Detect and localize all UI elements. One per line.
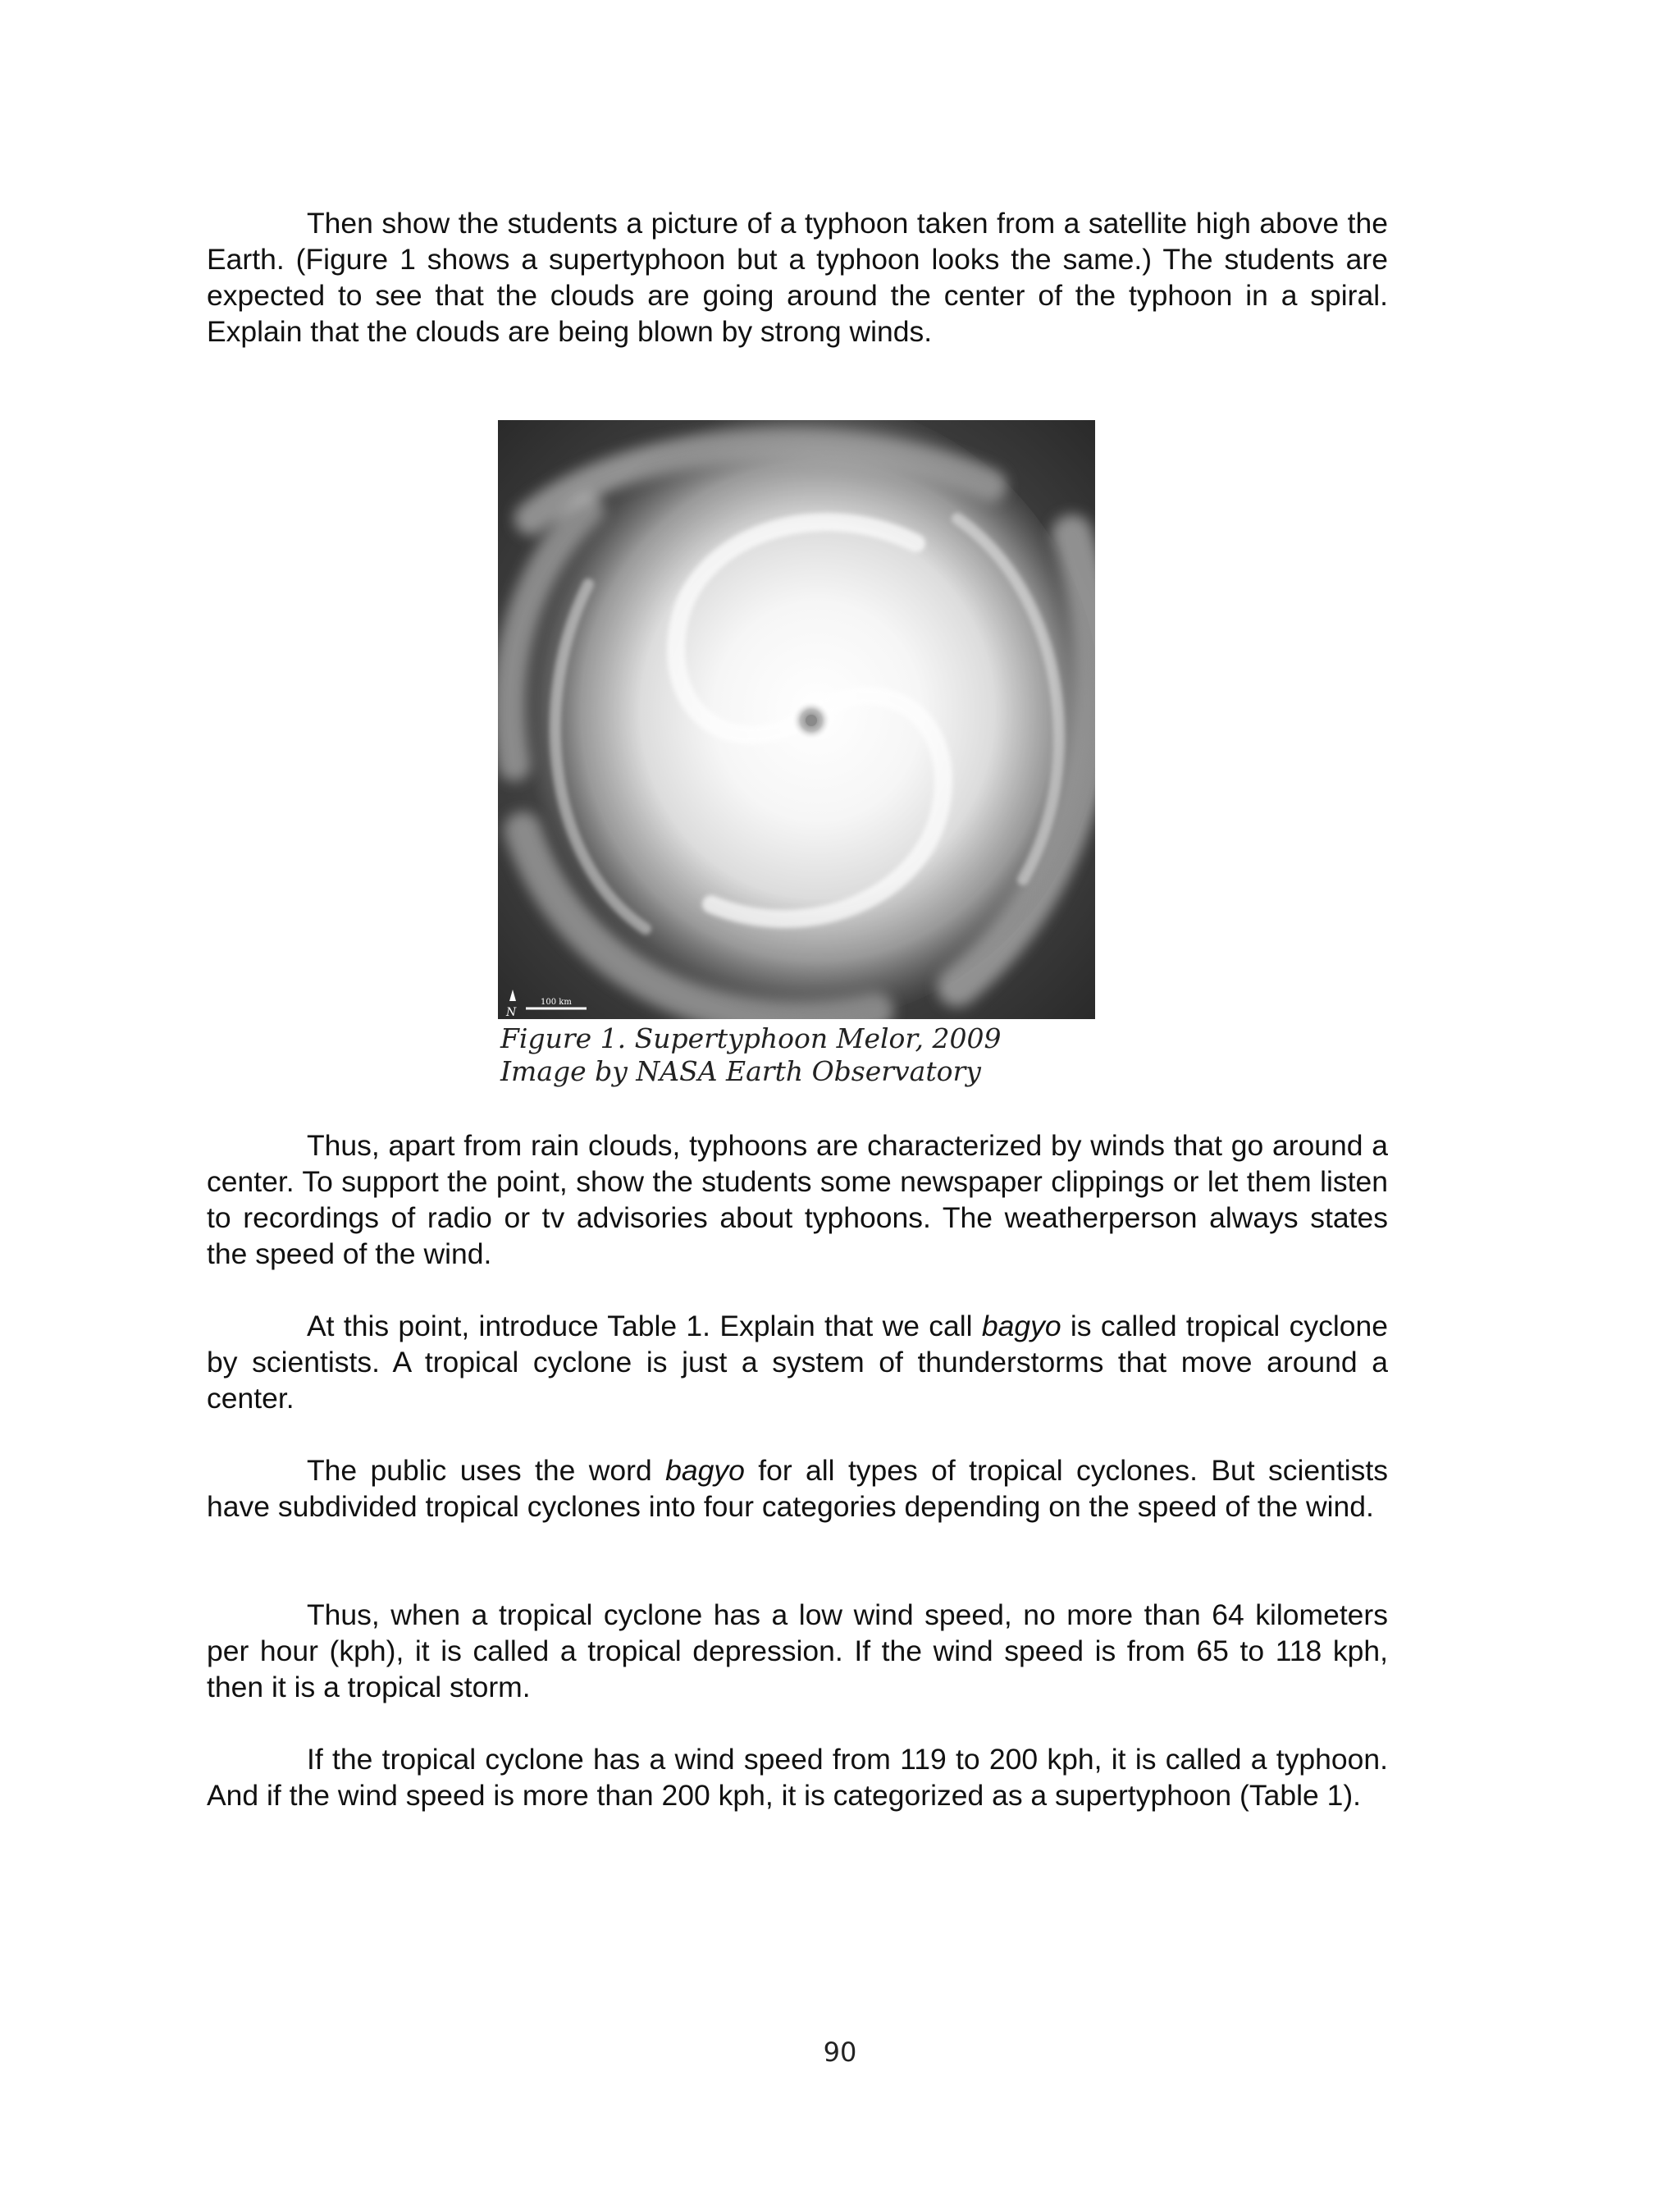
figure-caption-title: Figure 1. Supertyphoon Melor, 2009 — [500, 1022, 1002, 1054]
typhoon-satellite-image — [498, 420, 1095, 1019]
italic-term: bagyo — [981, 1310, 1061, 1342]
paragraph-4 — [207, 1452, 1388, 1525]
text-run: is called tropical cyclone by scientists. A tropical cyclone is just a system of thunderstorms that move around a center. — [207, 1310, 1388, 1415]
paragraph-5 — [207, 1597, 1388, 1705]
text-run: The public uses the word — [307, 1454, 666, 1487]
italic-term: bagyo — [665, 1454, 745, 1487]
paragraph-2 — [207, 1127, 1388, 1272]
north-label: N — [506, 1006, 517, 1019]
text-run: At this point, introduce Table 1. Explain that we call — [307, 1310, 982, 1342]
scale-label: 100 km — [541, 998, 572, 1007]
text-run: If the tropical cyclone has a wind speed from 119 to 200 kph, it is called a typhoon. And if the wind speed is more than 200 kph, it is categorized as a supertyphoon (Table 1). — [207, 1743, 1388, 1812]
text-run: Thus, when a tropical cyclone has a low wind speed, no more than 64 kilometers per hour (kph), it is called a tropical depression. If the wind speed is from 65 to 118 kph, then it is a tropical storm. — [207, 1598, 1388, 1703]
paragraph-3 — [207, 1308, 1388, 1416]
text-run: Then show the students a picture of a typhoon taken from a satellite high above the Earth. (Figure 1 shows a supertyphoon but a typhoon looks the same.) The students are expected to see that the clouds are going around the center of the typhoon in a spiral. Explain that the clouds are being blown by strong winds. — [207, 207, 1388, 348]
page-number: 90 — [823, 2037, 857, 2068]
figure-caption-credit: Image by NASA Earth Observatory — [500, 1055, 981, 1087]
text-run: for all types of tropical cyclones. But scientists have subdivided tropical cyclones into four categories depending on the speed of the wind. — [207, 1454, 1389, 1523]
text-run: Thus, apart from rain clouds, typhoons are characterized by winds that go around a center. To support the point, show the students some newspaper clippings or let them listen to recordings of radio or tv advisories about typhoons. The weatherperson always states the speed of the wind. — [207, 1129, 1388, 1270]
paragraph-1 — [207, 205, 1388, 350]
paragraph-6 — [207, 1741, 1388, 1813]
